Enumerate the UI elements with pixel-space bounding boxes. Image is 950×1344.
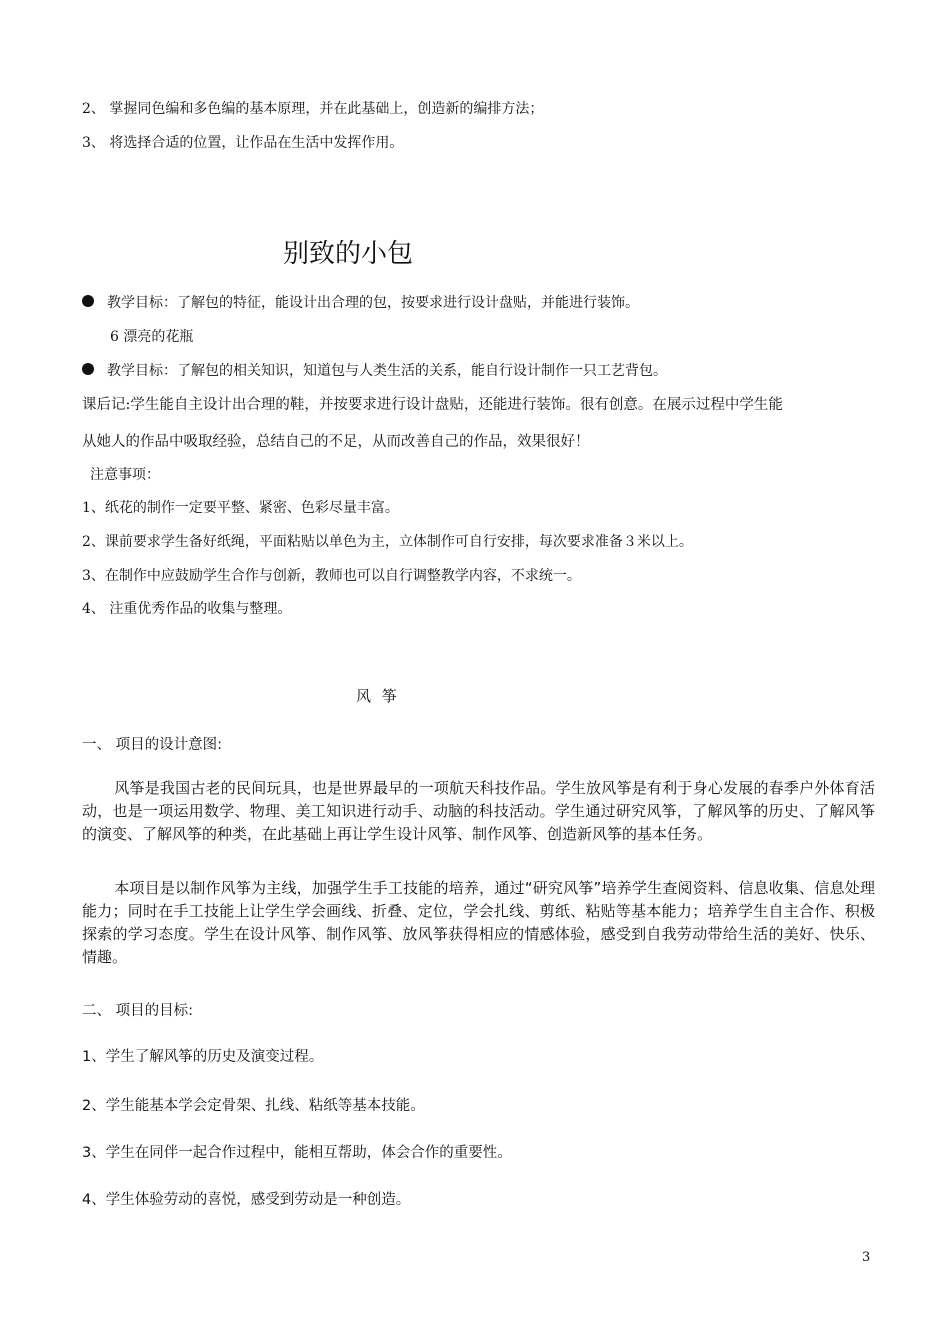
list-item: 2、学生能基本学会定骨架、扎线、粘纸等基本技能。	[82, 1098, 425, 1114]
section-heading: 二、 项目的目标:	[82, 1003, 193, 1019]
list-item: 2、 掌握同色编和多色编的基本原理，并在此基础上，创造新的编排方法；	[82, 101, 544, 117]
paragraph	[82, 777, 875, 846]
bullet-item	[82, 360, 667, 380]
section-heading: 一、 项目的设计意图:	[82, 737, 222, 753]
postscript-line: 课后记:学生能自主设计出合理的鞋，并按要求进行设计盘贴，还能进行装饰。很有创意。在展示过程中学生能	[82, 397, 783, 413]
bullet-item	[82, 292, 639, 312]
list-item: 4、学生体验劳动的喜悦，感受到劳动是一种创造。	[82, 1192, 411, 1208]
list-item: 3、学生在同伴一起合作过程中，能相互帮助，体会合作的重要性。	[82, 1145, 512, 1161]
subheading: 6 漂亮的花瓶	[110, 329, 194, 345]
bullet-text: 教学目标：了解包的相关知识，知道包与人类生活的关系，能自行设计制作一只工艺背包。	[107, 363, 667, 379]
list-item: 2、课前要求学生备好纸绳，平面粘贴以单色为主，立体制作可自行安排，每次要求准备３米以上。	[82, 534, 693, 550]
list-item: 3、在制作中应鼓励学生合作与创新，教师也可以自行调整教学内容，不求统一。	[82, 568, 581, 584]
list-item: 1、学生了解风筝的历史及演变过程。	[82, 1049, 324, 1065]
page-number: 3	[862, 1250, 871, 1265]
paragraph-text: 风筝是我国古老的民间玩具，也是世界最早的一项航天科技作品。学生放风筝是有利于身心发展的春季户外体育活动，也是一项运用数学、物理、美工知识进行动手、动脑的科技活动。学生通过研究风筝，了解风筝的历史、了解风筝的演变、了解风筝的种类，在此基础上再让学生设计风筝、制作风筝、创造新风筝的基本任务。	[82, 779, 875, 843]
bullet-icon	[82, 363, 94, 375]
section-title: 风 筝	[356, 687, 400, 705]
list-item: 1、纸花的制作一定要平整、紧密、色彩尽量丰富。	[82, 500, 399, 516]
postscript-line: 从她人的作品中吸取经验，总结自己的不足，从而改善自己的作品，效果很好！	[82, 434, 590, 450]
list-item: 4、 注重优秀作品的收集与整理。	[82, 601, 292, 617]
section-title: 别致的小包	[283, 239, 414, 269]
bullet-icon	[82, 295, 94, 307]
bullet-text: 教学目标：了解包的特征，能设计出合理的包，按要求进行设计盘贴，并能进行装饰。	[107, 295, 639, 311]
paragraph-text: 本项目是以制作风筝为主线，加强学生手工技能的培养，通过“研究风筝”培养学生查阅资料、信息收集、信息处理能力；同时在手工技能上让学生学会画线、折叠、定位，学会扎线、剪纸、粘贴等基本能力；培养学生自主合作、积极探索的学习态度。学生在设计风筝、制作风筝、放风筝获得相应的情感体验，感受到自我劳动带给生活的美好、快乐、情趣。	[82, 879, 875, 966]
paragraph	[82, 877, 875, 969]
notes-heading: 注意事项：	[90, 467, 160, 483]
list-item: 3、 将选择合适的位置，让作品在生活中发挥作用。	[82, 135, 404, 151]
